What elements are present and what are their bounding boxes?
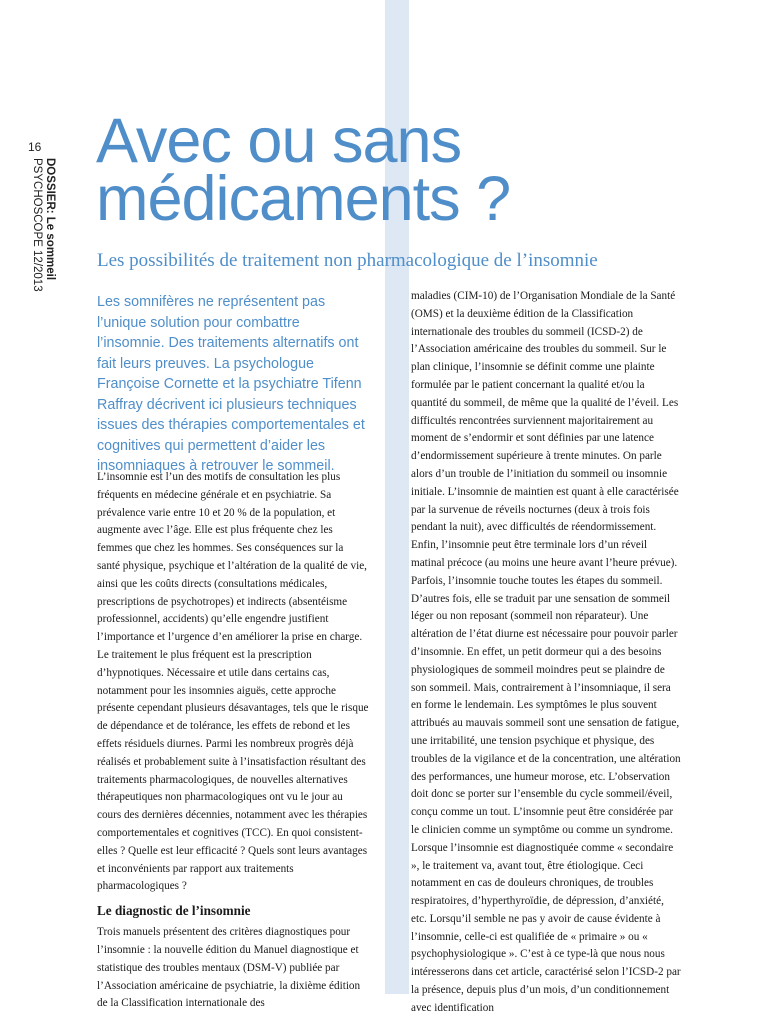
page-number: 16 <box>28 140 42 154</box>
intro-paragraph: L’insomnie est l’un des motifs de consultation les plus fréquents en médecine générale et en psychiatrie. Sa prévalence varie entre 10 et 20 % de la population, et augmente avec l’âge. Elle est plus fréquente chez les femmes que chez les hommes. Ses conséquences sur la santé physique, psychique et l’altération de la qualité de vie, ainsi que les coûts directs (consultations médicales, prescriptions de psychotropes) et indirects (absentéisme professionnel, accidents) qu’elle engendre justifient l’importance et l’urgence d’en améliorer la prise en charge. Le traitement le plus fréquent est la prescription d’hypnotiques. Nécessaire et utile dans certains cas, notamment pour les insomnies aiguës, cette approche présente cependant plusieurs désavantages, tels que le risque de dépendance et de tolérance, les effets de rebond et les effets résiduels diurnes. Parmi les nombreux progrès déjà réalisés et probablement suite à l’insatisfaction résultant des traitements pharmacologiques, de nouvelles alternatives thérapeutiques non pharmacologiques ont vu le jour au cours des dernières décennies, notamment avec les thérapies comportementales et cognitives (TCC). En quoi consistent-elles ? Quelle est leur efficacité ? Quels sont leurs avantages et inconvénients par rapport aux traitements pharmacologiques ? <box>97 471 369 893</box>
right-column-paragraph: maladies (CIM-10) de l’Organisation Mondiale de la Santé (OMS) et la deuxième édition de la Classification internationale des troubles du sommeil (ICSD-2) de l’Association américaine des troubles du sommeil. Sur le plan clinique, l’insomnie se définit comme une plainte formulée par le patient concernant la qualité et/ou la quantité du sommeil, de même que la qualité de l’éveil. Les difficultés rencontrées surviennent majoritairement au moment de s’endormir et sont définies par une latence d’endormissement supérieure à trente minutes. On parle alors d’un trouble de l’initiation du sommeil ou insomnie initiale. L’insomnie de maintien est quant à elle caractérisée par la survenue de réveils nocturnes (deux à trois fois pendant la nuit), avec difficultés de réendormissement. Enfin, l’insomnie peut être terminale lors d’un réveil matinal précoce (au moins une heure avant l’heure prévue). Parfois, l’insomnie touche toutes les étapes du sommeil. D’autres fois, elle se traduit par une sensation de sommeil léger ou non reposant (sommeil non réparateur). Une altération de l’état diurne est nécessaire pour pouvoir parler d’insomnie. En effet, un petit dormeur qui a des besoins physiologiques de sommeil moindres peut se plaindre de son sommeil. Mais, contrairement à l’insomniaque, il sera en forme le lendemain. Les symptômes le plus souvent attribués au mauvais sommeil sont une sensation de fatigue, une irritabilité, une tension psychique et physique, des troubles de la vigilance et de la concentration, une altération des performances, une humeur morose, etc. L’observation doit donc se porter sur l’ensemble du cycle sommeil/éveil, conçu comme un tout. L’insomnie peut être considérée par le clinicien comme un symptôme ou comme un syndrome. Lorsque l’insomnie est diagnostiquée comme « secondaire », le traitement va, avant tout, être étiologique. Ceci notamment en cas de douleurs chroniques, de troubles respiratoires, d’hyperthyroïdie, de dépression, d’anxiété, etc. Lorsqu’il semble ne pas y avoir de cause évidente à l’insomnie, celle-ci est qualifiée de « primaire » ou « psychophysiologique ». C’est à ce type-là que nous nous intéresserons dans cet article, caractérisé selon l’ICSD-2 par la présence, depuis plus d’un mois, d’un conditionnement avec identification <box>411 290 681 1014</box>
right-column <box>411 288 681 1018</box>
title-line-1: Avec ou sans <box>96 106 462 176</box>
publication-label: PSYCHOSCOPE 12/2013 <box>31 158 43 292</box>
article-subtitle: Les possibilités de traitement non pharmacologique de l’insomnie <box>97 250 598 271</box>
left-column <box>97 469 369 1013</box>
article-lead: Les somnifères ne représentent pas l’unique solution pour combattre l’insomnie. Des traitements alternatifs ont fait leurs preuves. La psychologue Françoise Cornette et la psychiatre Tifenn Raffray décrivent ici plusieurs techniques issues des thérapies comportementales et cognitives qui permettent d’aider les insomniaques à retrouver le sommeil. <box>97 294 365 474</box>
article-title <box>96 106 616 234</box>
title-line-2: médicaments ? <box>96 164 511 234</box>
section-label: DOSSIER: Le sommeil <box>44 158 56 281</box>
running-header <box>30 158 56 318</box>
section-heading: Le diagnostic de l’insomnie <box>97 903 251 919</box>
diagnostic-paragraph: Trois manuels présentent des critères diagnostiques pour l’insomnie : la nouvelle édition du Manuel diagnostique et statistique des troubles mentaux (DSM-V) publiée par l’Association américaine de psychiatrie, la dixième édition de la Classification internationale des <box>97 926 361 1010</box>
